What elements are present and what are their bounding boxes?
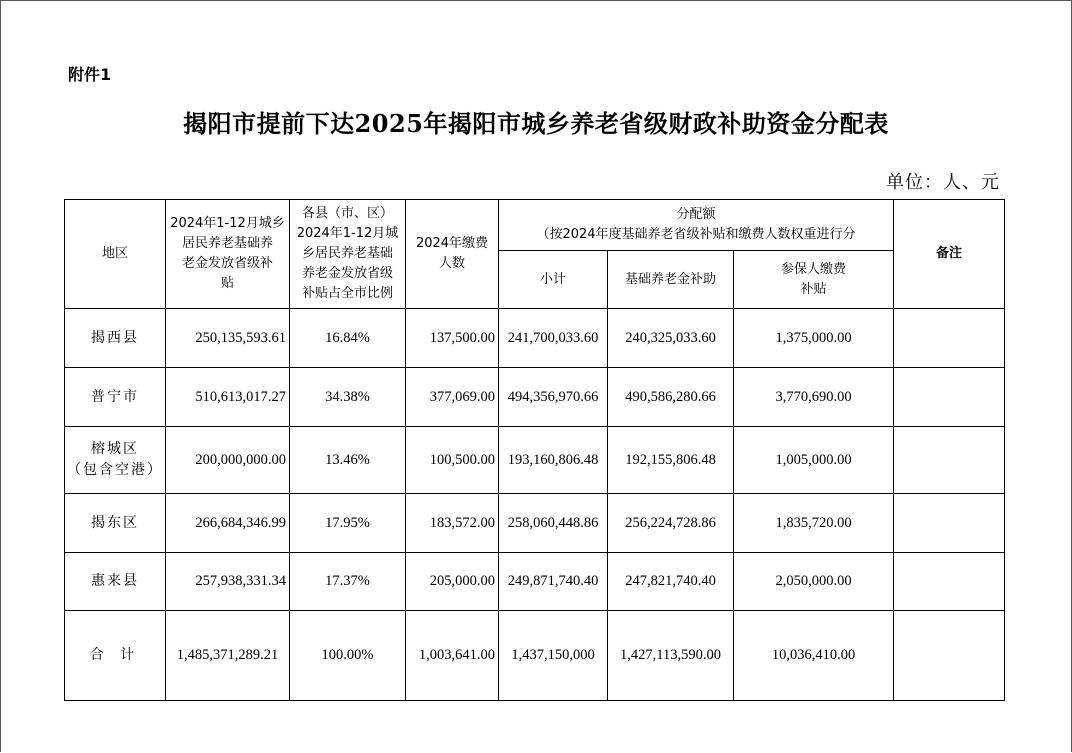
cell-remarks [894, 427, 1005, 494]
header-subtotal-label: 小计 [539, 271, 566, 287]
cell-ratio: 13.46% [290, 427, 406, 494]
cell-subtotal: 193,160,806.48 [499, 427, 608, 494]
cell-provincial-subsidy: 257,938,331.34 [166, 553, 290, 611]
cell-contribution: 10,036,410.00 [734, 611, 894, 701]
header-remarks [894, 200, 1005, 309]
header-line: 乡居民养老基础 [301, 246, 393, 261]
table-row [65, 309, 1005, 368]
header-basic-pension [608, 251, 734, 309]
cell-contributors: 183,572.00 [406, 494, 499, 553]
header-line: 居民养老基础养 [181, 236, 273, 251]
cell-basic-pension: 1,427,113,590.00 [608, 611, 734, 701]
header-remarks-label: 备注 [936, 246, 963, 261]
allocation-table [64, 199, 1005, 701]
cell-remarks [894, 368, 1005, 427]
cell-subtotal: 249,871,740.40 [499, 553, 608, 611]
table-row [65, 553, 1005, 611]
cell-contribution: 1,005,000.00 [734, 427, 894, 494]
cell-basic-pension: 490,586,280.66 [608, 368, 734, 427]
header-line: 贴 [220, 276, 234, 291]
cell-region [65, 494, 166, 553]
cell-ratio: 34.38% [290, 368, 406, 427]
cell-provincial-subsidy: 1,485,371,289.21 [166, 611, 290, 701]
region-name: 普宁市 [91, 388, 139, 405]
header-line: 2024年1-12月城 [296, 226, 399, 241]
header-line: 2024年缴费 [415, 236, 489, 251]
cell-basic-pension: 247,821,740.40 [608, 553, 734, 611]
header-line: 养老金发放省级 [301, 266, 393, 281]
header-ratio [290, 200, 406, 309]
table-row-total [65, 611, 1005, 701]
cell-contribution: 1,375,000.00 [734, 309, 894, 368]
header-line: 参保人缴费 [781, 261, 847, 277]
header-line: 人数 [438, 256, 465, 271]
header-line: 补贴占全市比例 [301, 286, 393, 301]
cell-basic-pension: 256,224,728.86 [608, 494, 734, 553]
cell-ratio: 17.95% [290, 494, 406, 553]
region-name: 揭东区 [91, 514, 139, 531]
table-row [65, 494, 1005, 553]
header-line: 2024年1-12月城乡 [170, 216, 285, 231]
region-name: 惠来县 [91, 573, 139, 589]
cell-ratio: 17.37% [290, 553, 406, 611]
cell-contributors: 100,500.00 [406, 427, 499, 494]
cell-subtotal: 258,060,448.86 [499, 494, 608, 553]
document-title: 揭阳市提前下达2025年揭阳市城乡养老省级财政补助资金分配表 [183, 109, 889, 138]
header-basic-pension-label: 基础养老金补助 [624, 271, 716, 287]
table-row [65, 368, 1005, 427]
cell-basic-pension: 192,155,806.48 [608, 427, 734, 494]
header-line: 分配额 [676, 207, 716, 222]
cell-remarks [894, 553, 1005, 611]
cell-remarks [894, 611, 1005, 701]
cell-contributors: 1,003,641.00 [406, 611, 499, 701]
cell-contributors: 205,000.00 [406, 553, 499, 611]
header-contributors [406, 200, 499, 309]
header-line: 补贴 [800, 281, 827, 297]
header-provincial-subsidy [166, 200, 290, 309]
cell-ratio: 16.84% [290, 309, 406, 368]
cell-region [65, 553, 166, 611]
cell-contribution: 2,050,000.00 [734, 553, 894, 611]
region-note: （包含空港） [67, 462, 163, 478]
header-subtotal [499, 251, 608, 309]
header-contribution-subsidy [734, 251, 894, 309]
cell-provincial-subsidy: 510,613,017.27 [166, 368, 290, 427]
region-name: 合 计 [89, 647, 141, 663]
cell-remarks [894, 494, 1005, 553]
cell-provincial-subsidy: 266,684,346.99 [166, 494, 290, 553]
cell-subtotal: 241,700,033.60 [499, 309, 608, 368]
header-region-label: 地区 [101, 246, 128, 261]
cell-region [65, 309, 166, 368]
unit-label: 单位：人、元 [886, 172, 1000, 193]
region-name: 揭西县 [91, 329, 139, 346]
cell-ratio: 100.00% [290, 611, 406, 701]
table-row [65, 427, 1005, 494]
cell-provincial-subsidy: 200,000,000.00 [166, 427, 290, 494]
cell-contribution: 1,835,720.00 [734, 494, 894, 553]
cell-contribution: 3,770,690.00 [734, 368, 894, 427]
cell-subtotal: 1,437,150,000 [499, 611, 608, 701]
header-allocation-group [499, 200, 894, 251]
cell-provincial-subsidy: 250,135,593.61 [166, 309, 290, 368]
cell-remarks [894, 309, 1005, 368]
attachment-label: 附件1 [68, 65, 112, 84]
cell-region [65, 368, 166, 427]
cell-basic-pension: 240,325,033.60 [608, 309, 734, 368]
header-line: （按2024年度基础养老省级补贴和缴费人数权重进行分 [536, 227, 856, 242]
header-line: 各县（市、区） [301, 206, 393, 221]
cell-contributors: 377,069.00 [406, 368, 499, 427]
header-region [65, 200, 166, 309]
cell-region [65, 611, 166, 701]
cell-subtotal: 494,356,970.66 [499, 368, 608, 427]
header-line: 老金发放省级补 [181, 256, 273, 271]
region-name: 榕城区 [91, 441, 139, 457]
cell-region [65, 427, 166, 494]
cell-contributors: 137,500.00 [406, 309, 499, 368]
